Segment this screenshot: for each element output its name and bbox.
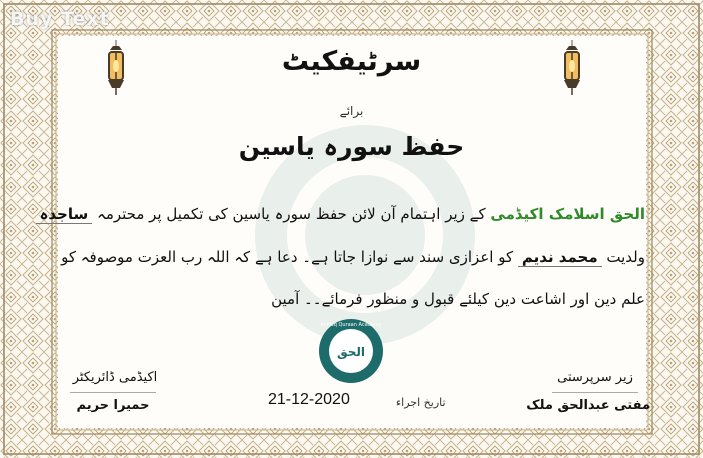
seal-ring-text: Al-Haq Quraan Academy [320,322,382,328]
body-text-1: کے زیر اہتمام آن لائن حفظ سورہ یاسین کی تکمیل پر محترمہ [97,205,486,223]
body-line-1 [36,205,645,224]
corner-watermark: Buy Text [10,8,110,30]
certificate-title: سرٹیفکیٹ [281,46,422,77]
date-label: تاریخ اجراء [396,396,446,409]
right-signature-name: مفتی عبدالحق ملک [526,398,650,413]
for-label: برائے [339,104,364,118]
academy-seal-icon [318,318,384,384]
right-signature-title: زیر سرپرستی [557,370,633,385]
seal-center-text: الحق [336,345,366,359]
body-line-3: علم دین اور اشاعت دین کیلئے قبول و منظور فرمائے۔۔ آمین [271,290,645,308]
certificate-subject: حفظ سورہ یاسین [238,132,465,161]
issue-date: 21-12-2020 [268,391,350,408]
left-signature-name: حمیرا حریم [76,398,150,413]
left-signature-title: اکیڈمی ڈائریکٹر [72,370,158,385]
left-signature-line [70,392,156,393]
father-name: محمد ندیم [518,248,602,267]
student-name: ساجدہ [36,205,93,224]
academy-name: الحق اسلامک اکیڈمی [490,205,645,223]
lantern-icon [104,40,128,96]
body-line-2 [61,248,645,267]
lantern-icon [560,40,584,96]
right-signature-line [552,392,638,393]
body-text-2: کو اعزازی سند سے نوازا جاتا ہے۔ دعا ہے کہ اللہ رب العزت موصوفہ کو [61,248,514,266]
parentage-label: ولدیت [606,248,645,266]
